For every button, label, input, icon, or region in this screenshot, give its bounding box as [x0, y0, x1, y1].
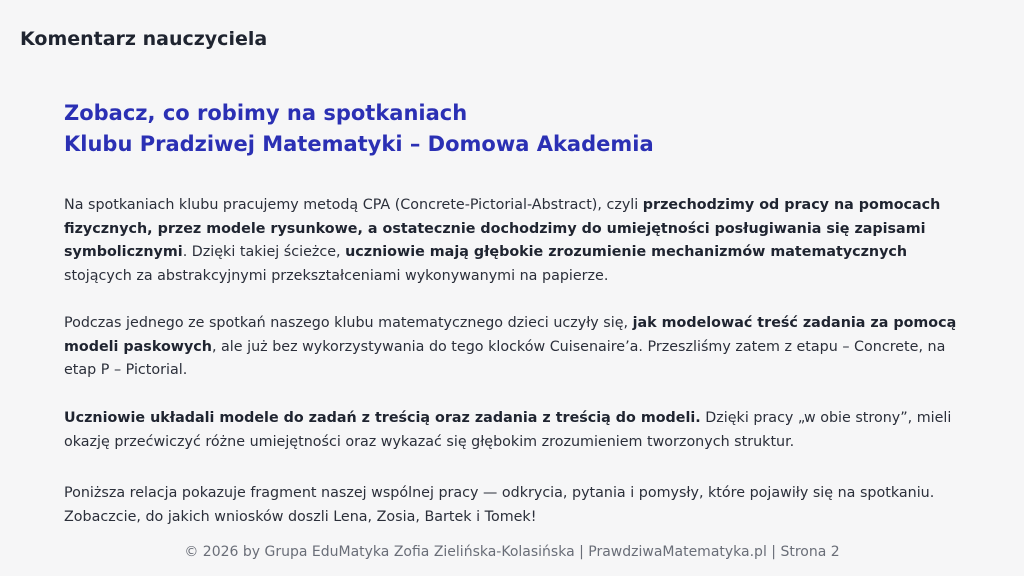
page-header: Komentarz nauczyciela	[20, 28, 268, 50]
title-line-2: Klubu Pradziwej Matematyki – Domowa Akademia	[64, 132, 654, 156]
text: , ale już bez wykorzystywania do tego klocków Cuisenaire’a. Przeszliśmy zatem z etapu – Concrete, na etap P – Pictorial.	[64, 338, 946, 378]
footer: © 2026 by Grupa EduMatyka Zofia Zielińska-Kolasińska | PrawdziwaMatematyka.pl | Strona 2	[184, 544, 840, 560]
text: . Dzięki takiej ścieżce,	[182, 244, 346, 260]
title-line-1: Zobacz, co robimy na spotkaniach	[64, 101, 468, 125]
page-title	[64, 98, 654, 160]
text: stojących za abstrakcyjnymi przekształceniami wykonywanymi na papierze.	[64, 267, 609, 284]
paragraph-cpa-method	[64, 194, 964, 288]
bold-text: uczniowie mają głębokie zrozumienie mechanizmów matematycznych	[345, 244, 908, 260]
paragraph-report-intro	[64, 482, 964, 529]
bold-text: Uczniowie układali modele do zadań z treścią oraz zadania z treścią do modeli.	[64, 410, 701, 426]
text: Dzięki pracy „w obie strony”, mieli okazję przećwiczyć różne umiejętności oraz wykazać się głębokim zrozumieniem tworzonych struktur.	[64, 410, 952, 450]
text: Podczas jednego ze spotkań naszego klubu matematycznego dzieci uczyły się,	[64, 315, 633, 331]
paragraph-both-directions	[64, 407, 964, 454]
bold-text: jak modelować treść zadania za pomocą modeli paskowych	[64, 315, 957, 355]
paragraph-bar-models	[64, 312, 964, 383]
text: Na spotkaniach klubu pracujemy metodą CPA (Concrete-Pictorial-Abstract), czyli	[64, 197, 643, 213]
text: Poniższa relacja pokazuje fragment naszej wspólnej pracy — odkrycia, pytania i pomysły, które pojawiły się na spotkaniu. Zobaczcie, do jakich wniosków doszli Lena, Zosia, Bartek i Tomek!	[64, 485, 935, 525]
bold-text: przechodzimy od pracy na pomocach fizycznych, przez modele rysunkowe, a ostatecznie dochodzimy do umiejętności posługiwania się zapisami symbolicznymi	[64, 197, 941, 260]
